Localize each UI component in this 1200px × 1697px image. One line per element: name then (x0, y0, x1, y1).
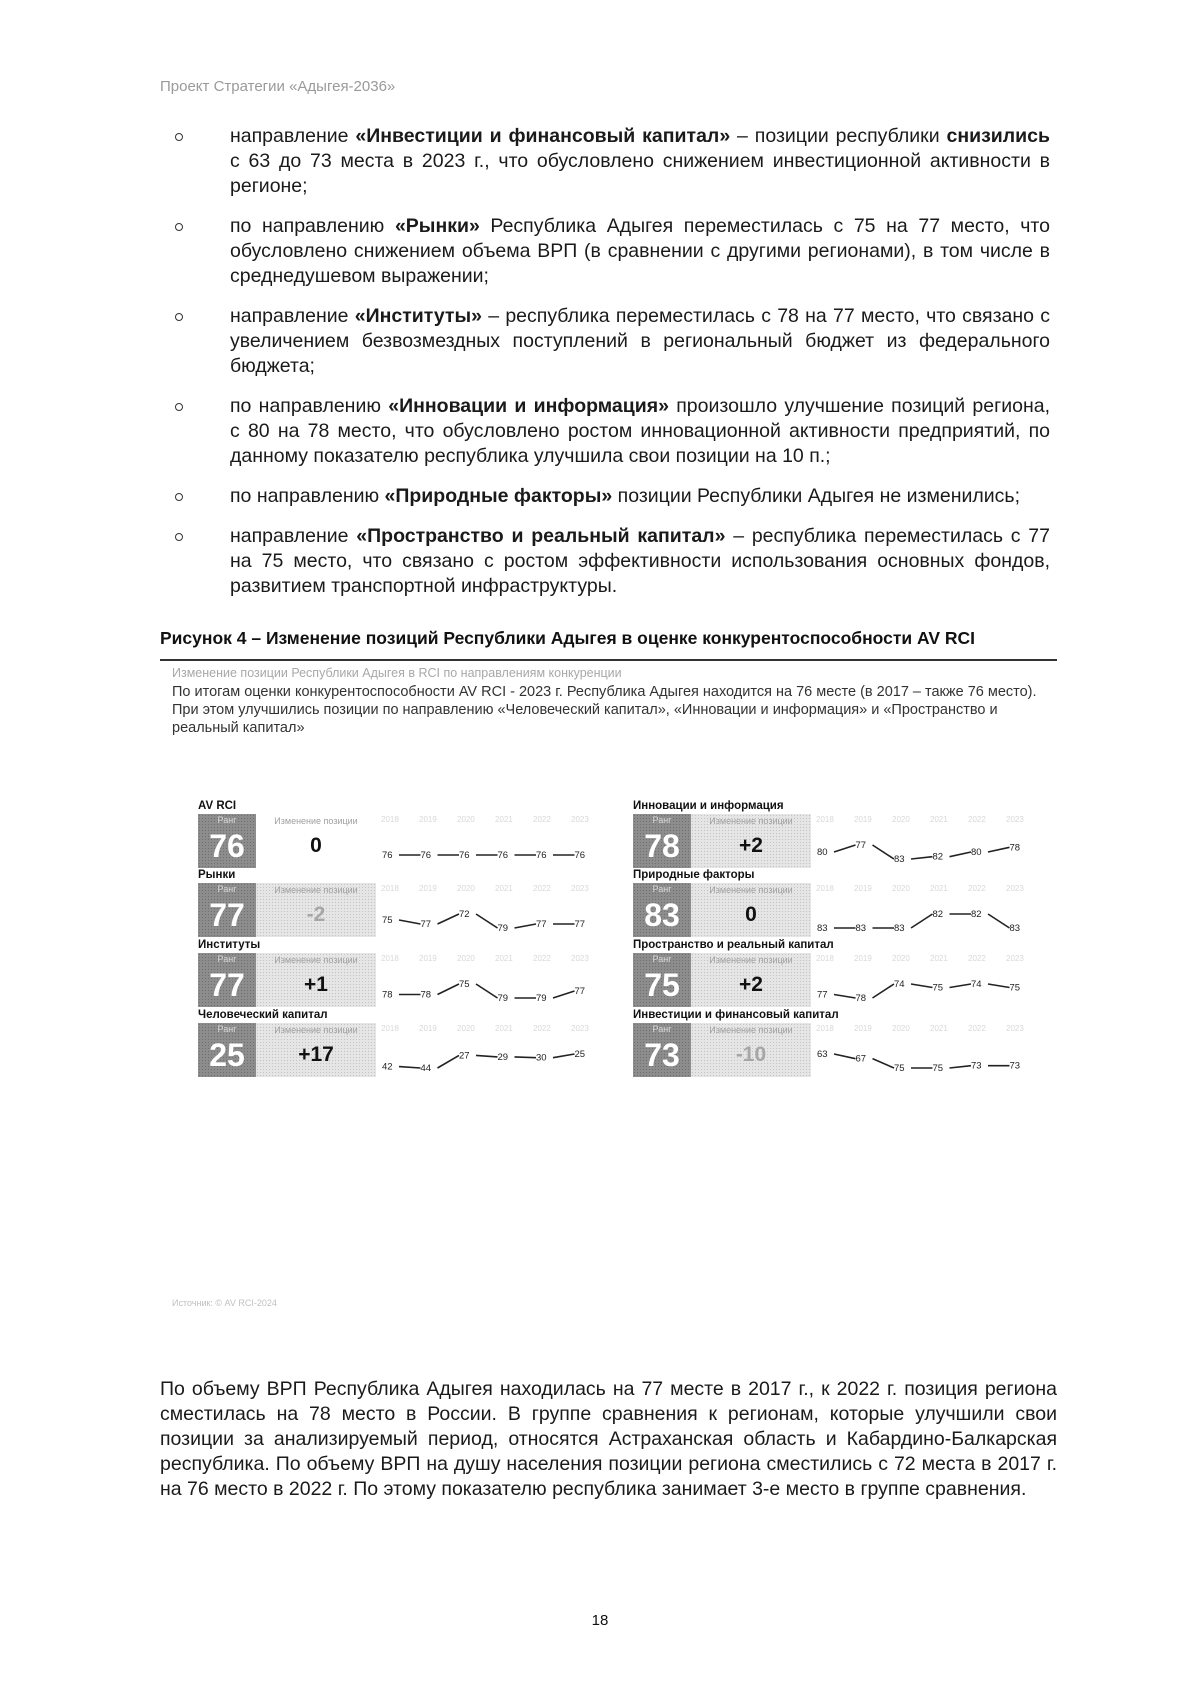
rank-label: Ранг (217, 954, 237, 964)
rank-value: 78 (644, 828, 680, 864)
rank-value: 25 (209, 1037, 245, 1073)
bullet-icon (175, 403, 183, 411)
change-box (256, 814, 376, 868)
change-value: 0 (310, 834, 322, 857)
sparkline-value: 83 (894, 923, 905, 934)
rank-label: Ранг (652, 815, 672, 825)
block-title: Человеческий капитал (198, 1009, 328, 1021)
rci-block (633, 800, 1023, 868)
year-label: 2020 (892, 884, 910, 893)
block-title: AV RCI (198, 800, 237, 812)
sparkline-value: 63 (817, 1049, 828, 1060)
change-value: +2 (739, 834, 763, 857)
rank-value: 73 (644, 1037, 680, 1073)
bullet-item: по направлению «Инновации и информация» произошло улучшение позиций региона, с 80 на 78 место, что обусловлено ростом инновационной активности предприятий, по данному показателю республика улучшила свои позиции на 10 п.; (175, 394, 1050, 469)
sparkline-value: 83 (1009, 923, 1021, 934)
change-box (691, 814, 811, 868)
rank-badge (198, 883, 256, 937)
sparkline-value: 82 (932, 851, 944, 863)
year-label: 2022 (968, 815, 986, 824)
change-label: Изменение позиции (274, 1025, 358, 1035)
year-label: 2019 (419, 1024, 437, 1033)
rank-value: 75 (644, 967, 680, 1003)
rank-value: 77 (209, 967, 245, 1003)
sparkline-value: 77 (574, 986, 586, 997)
sparkline-value: 76 (536, 850, 547, 861)
change-box (691, 953, 811, 1007)
sparkline-value: 67 (855, 1053, 867, 1065)
year-label: 2022 (968, 954, 986, 963)
bullet-list (175, 124, 1050, 614)
year-label: 2023 (1006, 884, 1024, 893)
sparkline-value: 83 (855, 923, 867, 934)
block-title: Инвестиции и финансовый капитал (633, 1009, 839, 1021)
figure-description: По итогам оценки конкурентоспособности AV RCI - 2023 г. Республика Адыгея находится на 76 месте (в 2017 – также 76 место). При этом улучшились позиции по направлению «Человеческий капитал», «Инновации и информация» и «Пространство и реальный капитал» (172, 684, 1037, 736)
rank-label: Ранг (217, 884, 237, 894)
change-label: Изменение позиции (709, 955, 793, 965)
sparkline-value: 29 (497, 1051, 509, 1063)
rci-block (633, 1009, 1023, 1077)
sparkline-value: 75 (382, 915, 393, 926)
sparkline-value: 82 (971, 909, 982, 920)
year-label: 2018 (381, 884, 399, 893)
sparkline-value: 44 (420, 1063, 432, 1074)
rank-label: Ранг (652, 954, 672, 964)
sparkline-value: 75 (1009, 982, 1021, 994)
sparkline-value: 78 (855, 993, 867, 1004)
year-label: 2018 (816, 954, 834, 963)
change-box (256, 1023, 376, 1077)
year-label: 2018 (381, 954, 399, 963)
year-label: 2021 (930, 1024, 948, 1033)
figure-caption: Рисунок 4 – Изменение позиций Республики Адыгея в оценке конкурентоспособности AV RCI (160, 628, 976, 648)
rank-badge (198, 1023, 256, 1077)
sparkline-value: 83 (817, 923, 828, 934)
year-label: 2020 (457, 1024, 475, 1033)
year-label: 2020 (457, 884, 475, 893)
sparkline-value: 79 (536, 993, 547, 1004)
block-title: Инновации и информация (633, 800, 784, 812)
year-label: 2021 (495, 815, 513, 824)
sparkline (813, 824, 1023, 870)
sparkline-value: 27 (459, 1050, 470, 1062)
change-value: +17 (298, 1043, 334, 1066)
sparkline-value: 76 (459, 850, 470, 861)
change-label: Изменение позиции (709, 816, 793, 826)
bullet-item: направление «Институты» – республика переместилась с 78 на 77 место, что связано с увеличением безвозмездных поступлений в региональный бюджет из федерального бюджета; (175, 304, 1050, 379)
year-label: 2020 (892, 815, 910, 824)
rank-label: Ранг (217, 815, 237, 825)
rank-value: 76 (209, 828, 245, 864)
block-title: Рынки (198, 869, 236, 881)
sparkline-value: 83 (894, 854, 905, 865)
rci-block (633, 869, 1023, 937)
year-label: 2019 (419, 815, 437, 824)
rank-badge (198, 953, 256, 1007)
rci-block (198, 1009, 588, 1077)
rci-block (198, 939, 588, 1007)
change-label: Изменение позиции (709, 885, 793, 895)
sparkline-value: 79 (497, 993, 509, 1004)
change-label: Изменение позиции (274, 816, 358, 826)
sparkline-value: 76 (420, 850, 432, 861)
year-label: 2022 (533, 954, 551, 963)
change-box (256, 883, 376, 937)
rank-value: 77 (209, 897, 245, 933)
bullet-icon (175, 313, 183, 321)
sparkline-value: 75 (459, 979, 470, 990)
sparkline-value: 77 (420, 919, 432, 930)
bullet-item: направление «Пространство и реальный капитал» – республика переместилась с 77 на 75 место, что связано с ростом эффективности использования основных фондов, развитием транспортной инфраструктуры. (175, 524, 1050, 599)
year-label: 2019 (854, 954, 872, 963)
sparkline-value: 77 (855, 840, 867, 851)
sparkline-value: 76 (574, 850, 586, 861)
sparkline (813, 963, 1023, 1009)
year-label: 2023 (1006, 954, 1024, 963)
sparkline (813, 1033, 1023, 1079)
block-title: Институты (198, 939, 261, 951)
rci-block (198, 800, 588, 868)
sparkline-value: 75 (932, 1063, 944, 1074)
sparkline-value: 78 (1009, 842, 1021, 854)
rank-label: Ранг (652, 1024, 672, 1034)
change-value: +1 (304, 973, 328, 996)
sparkline-value: 74 (971, 979, 982, 990)
year-label: 2020 (892, 954, 910, 963)
figure-source: Источник: © AV RCI-2024 (172, 1298, 277, 1308)
body-paragraph: По объему ВРП Республика Адыгея находилась на 77 месте в 2017 г., к 2022 г. позиция региона сместилась на 78 место в России. В группе сравнения к регионам, которые улучшили свои позиции за анализируемый период, относятся Астраханская область и Кабардино-Балкарская республика. По объему ВРП на душу населения позиции региона сместились с 72 места в 2017 г. на 76 место в 2022 г. По этому показателю республика занимает 3-е место в группе сравнения. (160, 1378, 1057, 1500)
page-number: 18 (591, 1612, 609, 1629)
year-label: 2022 (533, 815, 551, 824)
rank-badge (633, 814, 691, 868)
year-label: 2022 (968, 884, 986, 893)
change-value: 0 (745, 903, 757, 926)
year-label: 2021 (930, 884, 948, 893)
year-label: 2018 (816, 815, 834, 824)
year-label: 2023 (571, 1024, 589, 1033)
bullet-item: направление «Инвестиции и финансовый капитал» – позиции республики снизились с 63 до 73 места в 2023 г., что обусловлено снижением инвестиционной активности в регионе; (175, 124, 1050, 199)
sparkline (378, 1033, 588, 1079)
sparkline-value: 25 (574, 1049, 586, 1060)
sparkline (378, 893, 588, 939)
change-box (256, 953, 376, 1007)
sparkline-value: 80 (971, 847, 982, 858)
bullet-item: по направлению «Рынки» Республика Адыгея переместилась с 75 на 77 место, что обусловлено снижением объема ВРП (в сравнении с другими регионами), в том числе в среднедушевом выражении; (175, 214, 1050, 289)
change-value: -10 (735, 1043, 767, 1066)
year-label: 2023 (1006, 1024, 1024, 1033)
sparkline-value: 73 (1009, 1060, 1021, 1072)
block-title: Природные факторы (633, 869, 755, 881)
year-label: 2019 (854, 1024, 872, 1033)
year-label: 2023 (571, 954, 589, 963)
year-label: 2021 (930, 954, 948, 963)
year-label: 2018 (381, 815, 399, 824)
rci-block (633, 939, 1023, 1007)
change-label: Изменение позиции (274, 955, 358, 965)
sparkline-value: 76 (382, 850, 393, 861)
figure-divider (160, 659, 1057, 661)
sparkline-value: 72 (459, 909, 470, 920)
sparkline-value: 77 (817, 989, 828, 1001)
figure-subtitle: Изменение позиции Республики Адыгея в RCI по направлениям конкуренции (172, 666, 622, 680)
year-label: 2019 (854, 815, 872, 824)
year-label: 2023 (571, 815, 589, 824)
year-label: 2020 (892, 1024, 910, 1033)
sparkline-value: 80 (817, 847, 828, 858)
rank-badge (633, 1023, 691, 1077)
year-label: 2021 (495, 954, 513, 963)
block-title: Пространство и реальный капитал (633, 939, 834, 951)
sparkline-value: 78 (420, 989, 432, 1001)
sparkline-value: 79 (497, 923, 509, 934)
sparkline-value: 77 (574, 919, 586, 930)
year-label: 2018 (816, 1024, 834, 1033)
sparkline (378, 824, 588, 870)
sparkline (813, 893, 1023, 939)
bullet-item: по направлению «Природные факторы» позиции Республики Адыгея не изменились; (175, 484, 1050, 509)
year-label: 2020 (457, 954, 475, 963)
year-label: 2018 (816, 884, 834, 893)
running-header: Проект Стратегии «Адыгея-2036» (160, 78, 396, 95)
bullet-icon (175, 223, 183, 231)
change-label: Изменение позиции (274, 885, 358, 895)
sparkline-value: 74 (894, 979, 905, 990)
bullet-icon (175, 533, 183, 541)
sparkline-value: 78 (382, 989, 393, 1001)
change-label: Изменение позиции (709, 1025, 793, 1035)
sparkline-value: 42 (382, 1061, 393, 1073)
rank-badge (633, 883, 691, 937)
rank-badge (198, 814, 256, 868)
sparkline-value: 75 (894, 1063, 905, 1074)
year-label: 2023 (571, 884, 589, 893)
sparkline-value: 75 (932, 982, 944, 994)
year-label: 2021 (495, 1024, 513, 1033)
sparkline-value: 77 (536, 919, 547, 930)
year-label: 2022 (533, 884, 551, 893)
bullet-icon (175, 493, 183, 501)
bullet-icon (175, 133, 183, 141)
rank-badge (633, 953, 691, 1007)
year-label: 2021 (930, 815, 948, 824)
change-value: +2 (739, 973, 763, 996)
year-label: 2022 (533, 1024, 551, 1033)
sparkline-value: 82 (932, 909, 944, 920)
change-box (691, 883, 811, 937)
sparkline (378, 963, 588, 1009)
year-label: 2019 (419, 884, 437, 893)
rank-label: Ранг (217, 1024, 237, 1034)
rank-value: 83 (644, 897, 680, 933)
sparkline-value: 73 (971, 1060, 982, 1072)
sparkline-value: 76 (497, 850, 509, 861)
rank-label: Ранг (652, 884, 672, 894)
year-label: 2023 (1006, 815, 1024, 824)
year-label: 2021 (495, 884, 513, 893)
change-box (691, 1023, 811, 1077)
rci-block (198, 869, 588, 937)
year-label: 2019 (854, 884, 872, 893)
year-label: 2020 (457, 815, 475, 824)
year-label: 2022 (968, 1024, 986, 1033)
year-label: 2019 (419, 954, 437, 963)
sparkline-value: 30 (536, 1052, 547, 1064)
change-value: -2 (306, 903, 326, 926)
year-label: 2018 (381, 1024, 399, 1033)
